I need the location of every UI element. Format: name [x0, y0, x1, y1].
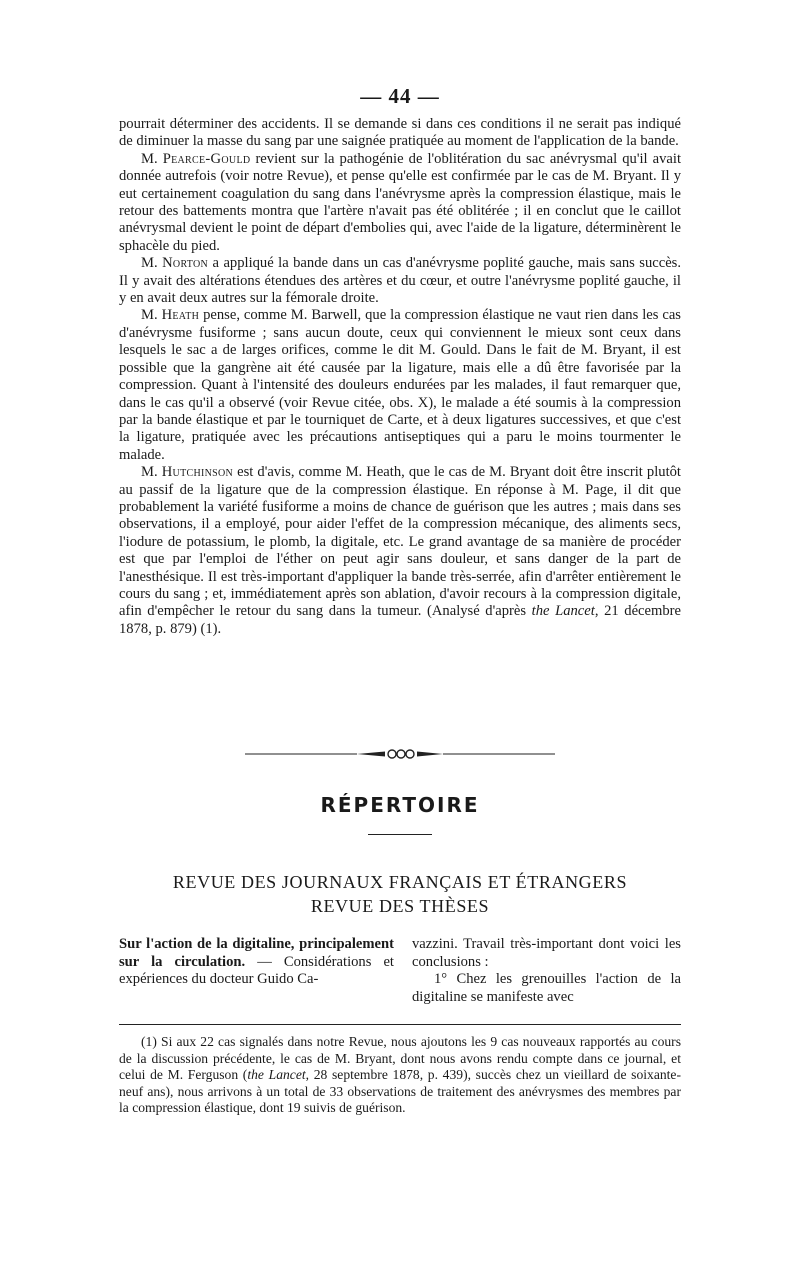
speaker-name: Hutchinson	[161, 464, 234, 481]
footnote	[119, 1034, 681, 1117]
paragraph-2	[119, 151, 681, 255]
article-text-left: — Considérations et expériences du docteur Guido Ca-	[119, 953, 394, 987]
paragraph-3	[119, 255, 681, 307]
footnote-rule	[119, 1024, 681, 1025]
paragraph-5	[119, 464, 681, 638]
text-lead: M.	[141, 255, 163, 272]
footnote-part-b: , 28 septembre 1878, p. 439), succès chez un vieillard de soixante-neuf ans), nous arrivons à un total de 33 observations de traitement des anévrysmes des membres par la compression élastique, dont 19 suivis de guérison.	[119, 1067, 681, 1116]
paragraph-text: a appliqué la bande dans un cas d'anévrysme poplité gauche, mais sans succès. Il y avait des altérations étendues des artères et du cœur, et outre l'anévrysme poplité gauche, il y en avait deux autres sur la fémorale droite.	[119, 255, 681, 307]
footnote-part-a: (1) Si aux 22 cas signalés dans notre Revue, nous ajoutons les 9 cas nouveaux rapportés au cours de la discussion précédente, le cas de M. Bryant, dont nous avons rendu compte dans ce journal, et celui de M. Ferguson (	[119, 1034, 681, 1083]
paragraph-end: , 21 décembre 1878, p. 879) (1).	[119, 603, 681, 637]
heading-theses: REVUE DES THÈSES	[310, 896, 490, 916]
title-rule	[368, 834, 432, 835]
paragraph-1: pourrait déterminer des accidents. Il se demande si dans ces conditions il ne serait pas indiqué de diminuer la masse du sang par une saignée pratiquée au moment de l'application de la bande.	[119, 116, 681, 150]
journal-name: the Lancet	[247, 1067, 306, 1083]
speaker-name: Norton	[162, 255, 209, 272]
journal-name: the Lancet	[531, 603, 595, 620]
article-conclusion-1	[412, 971, 681, 1006]
speaker-name: Pearce-Gould	[162, 150, 251, 167]
text-lead: M.	[141, 150, 163, 167]
paragraph-4	[119, 307, 681, 464]
footnote-text	[119, 1034, 681, 1117]
article-left-column	[119, 936, 394, 989]
speaker-name: Heath	[161, 307, 200, 324]
ornament-divider	[245, 747, 555, 761]
text-lead: M.	[141, 307, 162, 324]
paragraph-text: revient sur la pathogénie de l'oblitération du sac anévrysmal qu'il avait donnée autrefois (voir notre Revue), et pense qu'elle est confirmée par le cas de M. Bryant. Il y eut certainement coagulation du sang dans l'anévrysme après la compression élastique, mais le retour des battements montra que l'artère n'avait pas été oblitérée ; il en conclut que le caillot anévrysmal devient le point de départ d'embolies qui, avec l'aide de la ligature, déterminèrent le sphacèle du pied.	[119, 150, 681, 254]
article-right-column	[412, 936, 681, 1006]
paragraph-text: est d'avis, comme M. Heath, que le cas de M. Bryant doit être inscrit plutôt au passif de la ligature que de la compression élastique. En réponse à M. Page, il dit que probablement la variété fusiforme a moins de chance de guérison que les autres ; mais dans ses observations, il a employé, pour aider l'effet de la compression mécanique, des aliments secs, l'iodure de potassium, le plomb, la digitale, etc. Le grand avantage de sa manière de procéder est que par l'emploi de l'éther on peut agir sans douleur, et sans danger de la part de l'anesthésique. Il est très-important d'appliquer la bande très-serrée, afin d'arrêter entièrement le cours du sang ; et, immédiatement après son ablation, d'avoir recours à la compression digitale, afin d'empêcher le retour du sang dans la tumeur. (Analysé d'après	[119, 464, 681, 620]
article-text-right: vazzini. Travail très-important dont voici les conclusions :	[412, 936, 681, 970]
heading-journals: REVUE DES JOURNAUX FRANÇAIS ET ÉTRANGERS	[172, 872, 628, 892]
page-number: — 44 —	[360, 84, 440, 108]
text-lead: M.	[141, 464, 162, 481]
paragraph-text: pense, comme M. Barwell, que la compression élastique ne vaut rien dans les cas d'anévrysme fusiforme ; sans aucun doute, ceux qui conviennent le mieux sont ceux dans lesquels le sac a de larges orifices, comme le dit M. Gould. Dans le fait de M. Bryant, il est possible que la gangrène ait été causée par la ligature, mais elle a dû être favorisée par la compression. Quant à l'intensité des douleurs endurées par les malades, il faut remarquer que, dans le cas qu'il a observé (voir Revue citée, obs. X), le malade a été soumis à la compression par la bande élastique et par le tourniquet de Carte, et à deux ligatures successives, et que c'est la ligature, pratiquée avec les précautions antiseptiques qui a paru le moins tourmenter le malade.	[119, 307, 681, 463]
conclusion-text: 1° Chez les grenouilles l'action de la digitaline se manifeste avec	[412, 971, 681, 1005]
section-title: RÉPERTOIRE	[320, 793, 480, 817]
article-title: Sur l'action de la digitaline, principalement sur la circulation.	[119, 936, 394, 970]
body-text	[119, 116, 681, 638]
